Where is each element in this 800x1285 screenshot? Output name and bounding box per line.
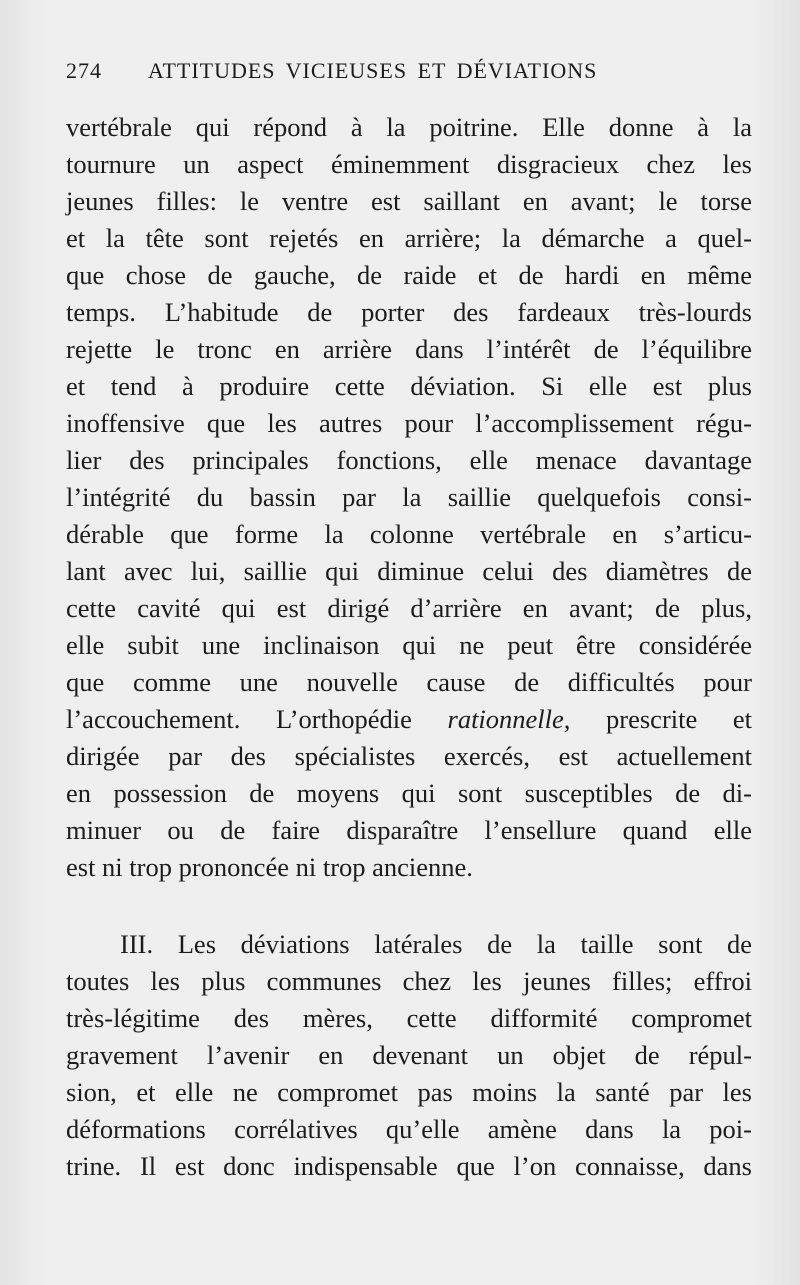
text-line: que chose de gauche, de raide et de hardi en même xyxy=(66,260,752,290)
text-fragment: prescrite et xyxy=(570,704,752,734)
text-line: sion, et elle ne compromet pas moins la santé par les xyxy=(66,1077,752,1107)
text-line: jeunes filles: le ventre est saillant en avant; le torse xyxy=(66,186,752,216)
text-line: temps. L’habitude de porter des fardeaux très-lourds xyxy=(66,297,752,327)
text-line: et tend à produire cette déviation. Si elle est plus xyxy=(66,371,752,401)
text-line: et la tête sont rejetés en arrière; la démarche a quel- xyxy=(66,223,752,253)
text-line: l’intégrité du bassin par la saillie quelquefois consi- xyxy=(66,482,752,512)
text-line: gravement l’avenir en devenant un objet de répul- xyxy=(66,1040,752,1070)
text-line: en possession de moyens qui sont susceptibles de di- xyxy=(66,778,752,808)
text-line: III. Les déviations latérales de la taille sont de xyxy=(120,929,752,959)
text-line: déformations corrélatives qu’elle amène dans la poi- xyxy=(66,1114,752,1144)
italic-word: rationnelle, xyxy=(447,704,571,734)
text-line: lier des principales fonctions, elle menace davantage xyxy=(66,445,752,475)
text-line: elle subit une inclinaison qui ne peut être considérée xyxy=(66,630,752,660)
text-line: cette cavité qui est dirigé d’arrière en avant; de plus, xyxy=(66,593,752,623)
text-line: lant avec lui, saillie qui diminue celui des diamètres de xyxy=(66,556,752,586)
text-line: très-légitime des mères, cette difformité compromet xyxy=(66,1003,752,1033)
text-line: tournure un aspect éminemment disgracieux chez les xyxy=(66,149,752,179)
text-line: que comme une nouvelle cause de difficultés pour xyxy=(66,667,752,697)
text-line: toutes les plus communes chez les jeunes filles; effroi xyxy=(66,966,752,996)
text-line: rejette le tronc en arrière dans l’intérêt de l’équilibre xyxy=(66,334,752,364)
running-title: ATTITUDES VICIEUSES ET DÉVIATIONS xyxy=(148,58,598,83)
text-line: minuer ou de faire disparaître l’ensellure quand elle xyxy=(66,815,752,845)
text-fragment: l’accouchement. L’orthopédie xyxy=(66,704,448,734)
text-line xyxy=(66,700,752,738)
text-line: dérable que forme la colonne vertébrale en s’articu- xyxy=(66,519,752,549)
text-line: trine. Il est donc indispensable que l’on connaisse, dans xyxy=(66,1151,752,1181)
text-line: est ni trop prononcée ni trop ancienne. xyxy=(66,852,473,882)
text-line: dirigée par des spécialistes exercés, est actuellement xyxy=(66,741,752,771)
page-number: 274 xyxy=(66,58,102,83)
text-line: inoffensive que les autres pour l’accomplissement régu- xyxy=(66,408,752,438)
running-header xyxy=(66,58,746,92)
text-line: vertébrale qui répond à la poitrine. Elle donne à la xyxy=(66,112,752,142)
